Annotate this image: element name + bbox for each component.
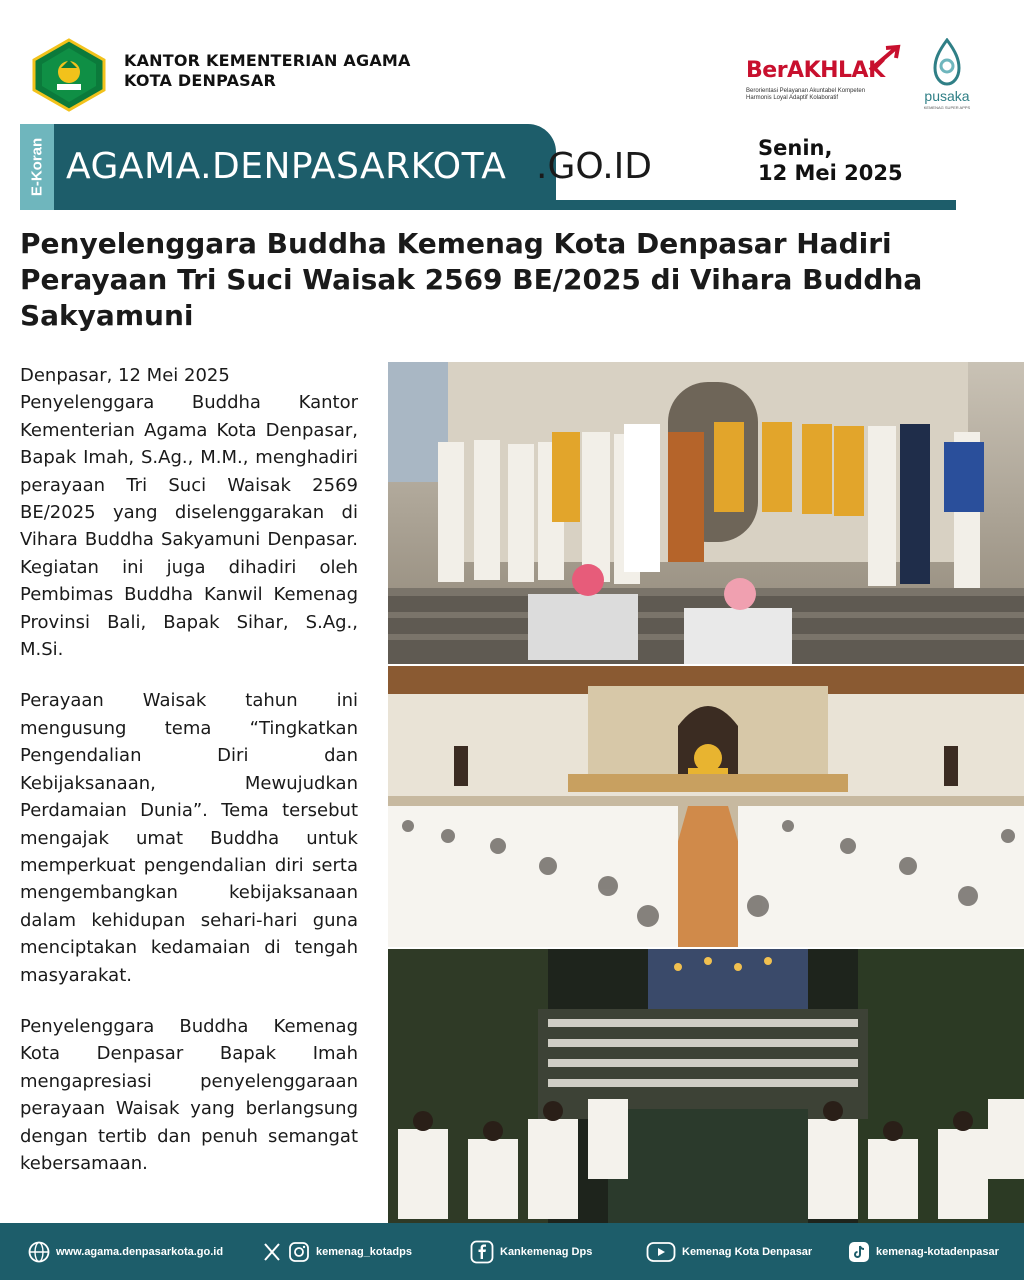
footer-tiktok[interactable] (848, 1223, 999, 1280)
publish-date-value: 12 Mei 2025 (758, 161, 903, 185)
e-koran-label: E-Koran (20, 124, 54, 210)
facebook-icon (470, 1240, 494, 1264)
berakhlak-subtitle (746, 88, 906, 102)
kemenag-logo (30, 38, 108, 112)
office-line2: KOTA DENPASAR (124, 71, 276, 90)
berakhlak-sub-line1: Berorientasi Pelayanan Akuntabel Kompeten (746, 88, 866, 94)
office-line1: KANTOR KEMENTERIAN AGAMA (124, 51, 411, 70)
berakhlak-logo (746, 44, 906, 104)
footer-x-ig-text: kemenag_kotadps (316, 1245, 412, 1258)
pusaka-logo (912, 38, 982, 112)
site-name: AGAMA.DENPASARKOTA (66, 146, 507, 187)
instagram-icon (288, 1241, 310, 1263)
pusaka-word: pusaka (924, 88, 970, 104)
article-body (20, 362, 358, 1177)
article-paragraph-2: Perayaan Waisak tahun ini mengusung tema “Tingkatkan Pengendalian Diri dan Kebijaksanaan, Mewujudkan Perdamaian Dunia”. Tema tersebut mengajak umat Buddha untuk memperkuat pengendalian diri serta mengembangkan kebijaksanaan dalam kehidupan sehari-hari guna menciptakan kedamaian di tengah masyarakat. (20, 690, 358, 986)
footer-tiktok-text: kemenag-kotadenpasar (876, 1245, 999, 1258)
youtube-icon (646, 1241, 676, 1263)
article-dateline: Denpasar, 12 Mei 2025 (20, 365, 230, 386)
office-name (124, 51, 411, 91)
footer-youtube[interactable] (646, 1223, 812, 1280)
footer-website-text: www.agama.denpasarkota.go.id (56, 1245, 224, 1258)
photo-group-at-vihara (388, 362, 1024, 664)
site-suffix: .GO.ID (536, 146, 652, 187)
photo-night-gathering (388, 949, 1024, 1223)
x-icon (262, 1242, 282, 1262)
pusaka-subtitle: KEMENAG SUPER APPS (923, 105, 971, 110)
article-paragraph-3: Penyelenggara Buddha Kemenag Kota Denpasar Bapak Imah mengapresiasi penyelenggaraan perayaan Waisak yang berlangsung dengan tertib dan penuh semangat kebersamaan. (20, 1015, 358, 1174)
footer-facebook[interactable] (470, 1223, 592, 1280)
tiktok-icon (848, 1241, 870, 1263)
footer-facebook-text: Kankemenag Dps (500, 1245, 593, 1258)
article-paragraph-1: Penyelenggara Buddha Kantor Kementerian Agama Kota Denpasar, Bapak Imah, S.Ag., M.M., menghadiri perayaan Tri Suci Waisak 2569 BE/2025 yang diselenggarakan di Vihara Buddha Sakyamuni Denpasar. Kegiatan ini juga dihadiri oleh Pembimas Buddha Kanwil Kemenag Provinsi Bali, Bapak Sihar, S.Ag., M.Si. (20, 392, 358, 661)
berakhlak-title: BerAKHLAK (746, 58, 885, 83)
e-koran-banner (20, 124, 956, 212)
article-title: Penyelenggara Buddha Kemenag Kota Denpasar Hadiri Perayaan Tri Suci Waisak 2569 BE/2025 di Vihara Buddha Sakyamuni (20, 227, 923, 332)
berakhlak-sub-line2: Harmonis Loyal Adaptif Kolaboratif (746, 95, 839, 101)
footer-x-instagram[interactable] (262, 1223, 412, 1280)
footer-youtube-text: Kemenag Kota Denpasar (682, 1245, 813, 1258)
photo-hall-ceremony (388, 666, 1024, 947)
footer-bar (0, 1223, 1024, 1280)
globe-icon (28, 1241, 50, 1263)
publish-date (758, 136, 903, 186)
publish-day: Senin, (758, 136, 833, 160)
banner-bar (54, 200, 956, 210)
footer-website[interactable] (28, 1223, 223, 1280)
